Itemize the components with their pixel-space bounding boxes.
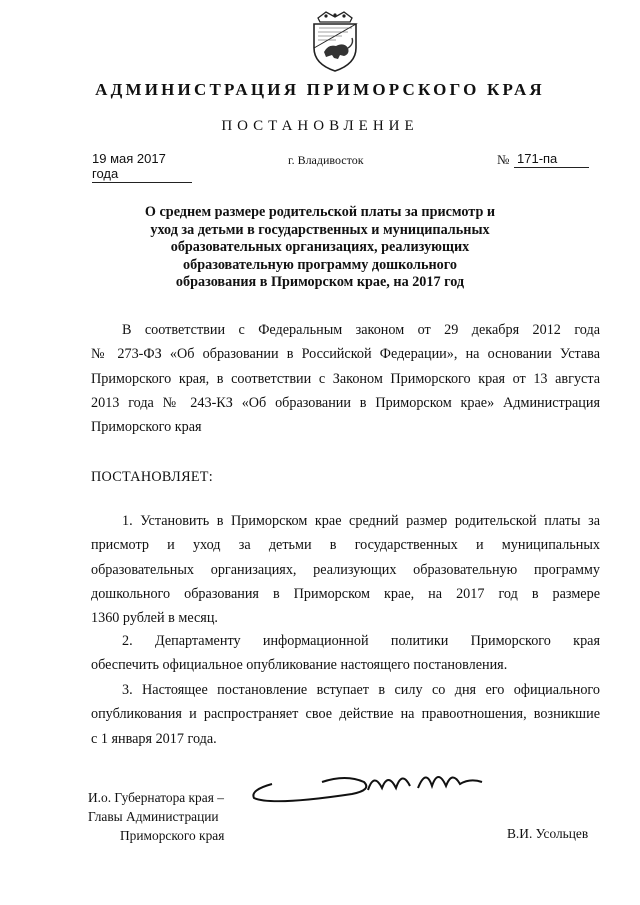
resolves-heading: ПОСТАНОВЛЯЕТ: (91, 469, 214, 485)
document-city: г. Владивосток (288, 153, 364, 167)
resolution-item-2 (91, 629, 600, 678)
preamble-paragraph (91, 318, 600, 439)
title-line: образовательную программу дошкольного (183, 256, 457, 273)
paragraph-line: присмотр и уход за детьми в государственных и муниципальных (91, 537, 600, 554)
paragraph-line: дошкольного образования в Приморском крае, на 2017 год в размере (91, 585, 600, 602)
paragraph-line: опубликования и распространяет свое действие на правоотношения, возникшие (91, 706, 600, 723)
position-line: Главы Администрации (88, 809, 219, 824)
paragraph-line: 3. Настоящее постановление вступает в силу со дня его официального (122, 682, 600, 698)
paragraph-line: № 273-ФЗ «Об образовании в Российской Федерации», на основании Устава (91, 346, 600, 363)
resolution-item-1 (91, 509, 600, 630)
resolution-item-3 (91, 678, 600, 751)
signatory-name: В.И. Усольцев (507, 826, 589, 841)
paragraph-line: 1360 рублей в месяц. (91, 610, 218, 627)
paragraph-line: В соответствии с Федеральным законом от 29 декабря 2012 года (122, 322, 600, 338)
position-line: И.о. Губернатора края – (88, 790, 224, 805)
paragraph-line: обеспечить официальное опубликование настоящего постановления. (91, 657, 508, 674)
title-line: уход за детьми в государственных и муниципальных (150, 221, 490, 238)
paragraph-line: с 1 января 2017 года. (91, 730, 217, 747)
handwritten-signature (242, 760, 492, 820)
paragraph-line: 2013 года № 243-КЗ «Об образовании в Приморском крае» Администрация (91, 394, 600, 411)
organization-name: АДМИНИСТРАЦИЯ ПРИМОРСКОГО КРАЯ (95, 80, 545, 99)
paragraph-line: образовательных организациях, реализующих образовательную программу (91, 561, 600, 578)
coat-of-arms-icon (304, 8, 366, 74)
title-line: образовательных организациях, реализующих (170, 239, 470, 255)
document-date: 19 мая 2017 года (92, 151, 192, 183)
document-title (110, 204, 530, 292)
signatory-position (88, 788, 224, 845)
paragraph-line: Приморского края, в соответствии с Законом Приморского края от 13 августа (91, 370, 600, 387)
paragraph-line: 2. Департаменту информационной политики Приморского края (122, 633, 600, 649)
position-line: Приморского края (120, 828, 225, 843)
document-type: ПОСТАНОВЛЕНИЕ (221, 118, 419, 134)
document-number: 171-па (514, 151, 589, 168)
title-line: О среднем размере родительской платы за присмотр и (144, 204, 496, 220)
title-line: образования в Приморском крае, на 2017 год (175, 274, 465, 290)
paragraph-line: Приморского края (91, 419, 202, 436)
number-label: № (497, 152, 510, 167)
paragraph-line: 1. Установить в Приморском крае средний размер родительской платы за (122, 513, 600, 529)
